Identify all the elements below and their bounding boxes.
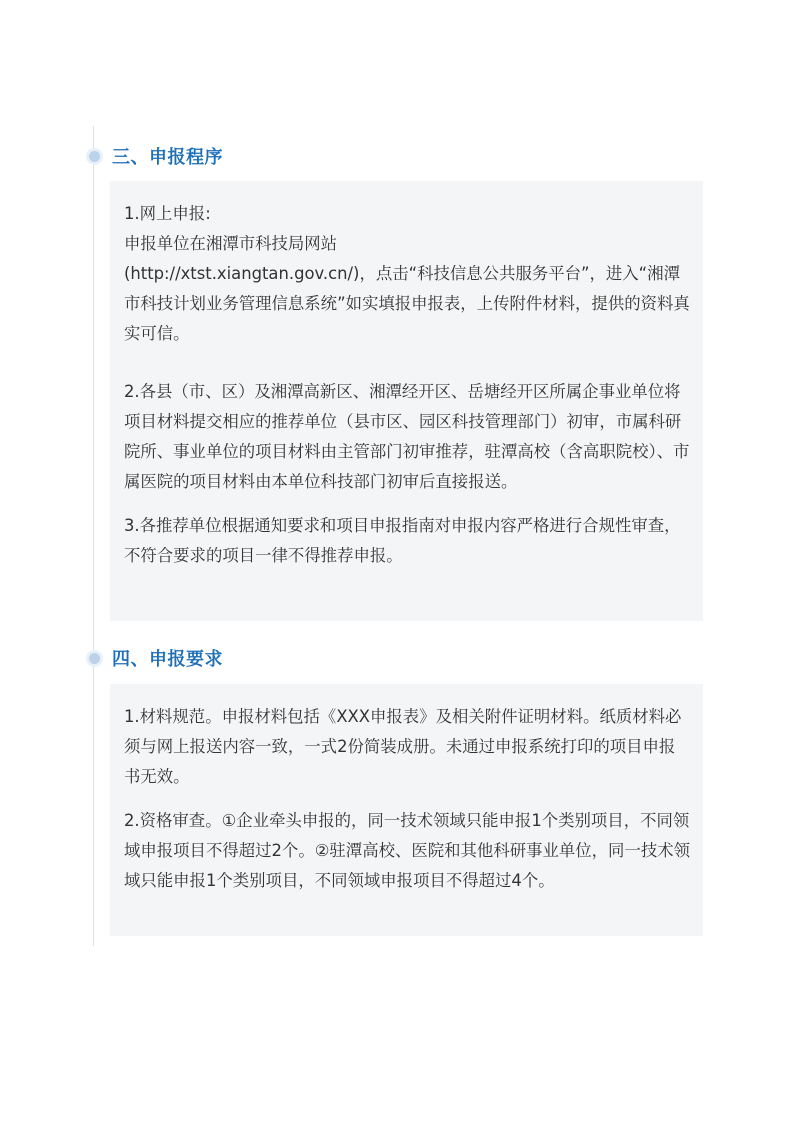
paragraph: 3.各推荐单位根据通知要求和项目申报指南对申报内容严格进行合规性审查，不符合要求的项目一律不得推荐申报。 [124,516,681,565]
paragraph: 2.资格审查。①企业牵头申报的，同一技术领域只能申报1个类别项目，不同领域申报项目不得超过2个。②驻潭高校、医院和其他科研事业单位，同一技术领域只能申报1个类别项目，不同领域申报项目不得超过4个。 [124,811,691,890]
timeline-dot-icon [89,151,100,162]
section-title: 三、申报程序 [112,147,223,168]
paragraph: 1.网上申报: [124,204,211,223]
section-heading-requirements [84,646,223,670]
paragraph: 申报单位在湘潭市科技局网站 [124,234,338,253]
section-title: 四、申报要求 [112,649,223,670]
paragraph: 1.材料规范。申报材料包括《XXX申报表》及相关附件证明材料。纸质材料必须与网上报送内容一致，一式2份简装成册。未通过申报系统打印的项目申报书无效。 [124,707,682,786]
paragraph: (http://xtst.xiangtan.gov.cn/)，点击“科技信息公共服务平台”，进入“湘潭市科技计划业务管理信息系统”如实填报申报表，上传附件材料，提供的资料真实可信。 [124,264,690,343]
timeline-dot-icon [89,653,100,664]
section-body-procedure [110,181,703,621]
paragraph: 2.各县（市、区）及湘潭高新区、湘潭经开区、岳塘经开区所属企事业单位将项目材料提交相应的推荐单位（县市区、园区科技管理部门）初审，市属科研院所、事业单位的项目材料由主管部门初审推荐，驻潭高校（含高职院校）、市属医院的项目材料由本单位科技部门初审后直接报送。 [124,382,690,491]
section-body-requirements [110,684,703,936]
timeline-line [93,126,94,946]
section-heading-procedure [84,144,223,168]
